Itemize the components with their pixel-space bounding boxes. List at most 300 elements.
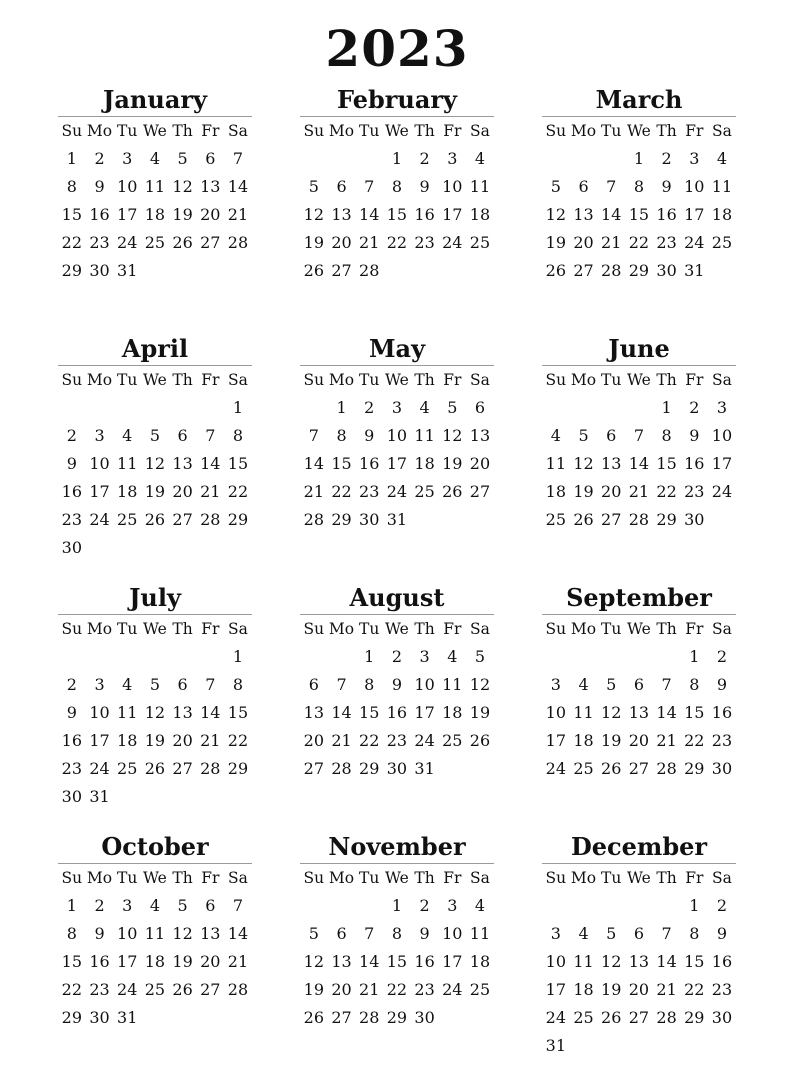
empty-day-cell: [466, 1004, 494, 1032]
day-cell: 23: [386, 731, 408, 750]
weekday-label: Sa: [228, 620, 248, 638]
week-row: [58, 450, 252, 478]
week-row: [542, 671, 736, 699]
day-cell: 10: [442, 177, 463, 196]
day-cell: 8: [336, 426, 347, 445]
empty-day-cell: [224, 534, 252, 562]
day-cell: 2: [716, 896, 728, 915]
weekday-label: Sa: [470, 122, 490, 140]
day-cell: 9: [419, 177, 430, 196]
day-cell: 8: [391, 924, 402, 943]
month-march: [542, 84, 736, 333]
day-cell: 28: [227, 233, 249, 252]
weekday-label: Fr: [685, 122, 704, 140]
day-cell: 27: [331, 1008, 352, 1027]
day-cell: 2: [94, 149, 105, 168]
day-cell: 25: [711, 233, 733, 252]
day-cell: 10: [386, 426, 408, 445]
weekday-label: Mo: [328, 620, 355, 638]
weekday-label: Mo: [570, 371, 597, 389]
day-cell: 20: [601, 482, 622, 501]
day-cell: 15: [386, 952, 408, 971]
week-row: [542, 229, 736, 257]
day-cell: 26: [303, 261, 325, 280]
day-cell: 10: [442, 924, 463, 943]
day-cell: 17: [545, 731, 567, 750]
month-name: June: [542, 333, 736, 366]
day-cell: 23: [711, 731, 733, 750]
day-cell: 12: [303, 205, 325, 224]
empty-day-cell: [708, 506, 736, 534]
day-cell: 16: [711, 703, 733, 722]
weekday-label: Fr: [201, 869, 220, 887]
day-cell: 16: [89, 952, 110, 971]
day-cell: 9: [716, 675, 728, 694]
week-row: [300, 478, 494, 506]
day-cell: 15: [684, 703, 705, 722]
day-cell: 29: [61, 261, 83, 280]
weekday-header: [542, 366, 736, 394]
empty-day-cell: [141, 783, 169, 811]
empty-day-cell: [196, 783, 224, 811]
day-cell: 22: [359, 731, 380, 750]
day-cell: 13: [172, 454, 193, 473]
week-row: [58, 534, 252, 562]
day-cell: 16: [61, 482, 83, 501]
day-cell: 25: [144, 233, 166, 252]
week-row: [300, 699, 494, 727]
empty-day-cell: [86, 394, 114, 422]
day-cell: 5: [177, 149, 188, 168]
day-cell: 2: [661, 149, 672, 168]
day-cell: 29: [684, 1008, 705, 1027]
day-cell: 26: [144, 510, 166, 529]
month-june: [542, 333, 736, 582]
day-cell: 11: [144, 177, 166, 196]
empty-day-cell: [113, 783, 141, 811]
day-cell: 3: [716, 398, 728, 417]
week-row: [58, 422, 252, 450]
empty-day-cell: [355, 145, 383, 173]
week-row: [300, 145, 494, 173]
day-cell: 18: [573, 980, 594, 999]
empty-day-cell: [542, 643, 570, 671]
day-cell: 14: [656, 703, 677, 722]
day-cell: 18: [469, 205, 491, 224]
day-cell: 6: [606, 426, 617, 445]
day-cell: 22: [656, 482, 677, 501]
day-cell: 13: [303, 703, 325, 722]
day-cell: 1: [391, 149, 402, 168]
day-cell: 21: [200, 482, 221, 501]
calendar-grid: [58, 84, 748, 1080]
weekday-label: We: [142, 620, 167, 638]
day-cell: 2: [391, 647, 402, 666]
day-cell: 20: [200, 952, 221, 971]
day-cell: 16: [684, 454, 705, 473]
day-cell: 28: [601, 261, 622, 280]
empty-day-cell: [196, 257, 224, 285]
day-cell: 4: [419, 398, 430, 417]
week-row: [542, 201, 736, 229]
month-name: September: [542, 582, 736, 615]
day-cell: 26: [601, 1008, 622, 1027]
week-row: [58, 1004, 252, 1032]
day-cell: 12: [601, 703, 622, 722]
day-cell: 26: [442, 482, 463, 501]
day-cell: 29: [359, 759, 380, 778]
day-cell: 28: [331, 759, 352, 778]
day-cell: 16: [89, 205, 110, 224]
weekday-label: Th: [172, 122, 193, 140]
day-cell: 14: [601, 205, 622, 224]
day-cell: 28: [227, 980, 249, 999]
day-cell: 7: [661, 924, 672, 943]
day-cell: 29: [227, 510, 249, 529]
day-cell: 13: [172, 703, 193, 722]
day-cell: 20: [331, 233, 352, 252]
month-january: [58, 84, 252, 333]
day-cell: 23: [61, 510, 83, 529]
day-cell: 3: [391, 398, 402, 417]
day-cell: 15: [61, 205, 83, 224]
day-cell: 14: [359, 205, 380, 224]
day-cell: 19: [144, 731, 166, 750]
day-cell: 26: [469, 731, 491, 750]
day-cell: 5: [177, 896, 188, 915]
day-cell: 3: [122, 896, 133, 915]
day-cell: 1: [391, 896, 402, 915]
day-cell: 6: [177, 426, 188, 445]
day-cell: 1: [66, 896, 77, 915]
day-cell: 3: [94, 426, 105, 445]
day-cell: 30: [656, 261, 677, 280]
weekday-label: Mo: [328, 869, 355, 887]
day-cell: 26: [601, 759, 622, 778]
month-july: [58, 582, 252, 831]
day-cell: 12: [442, 426, 463, 445]
weekday-header: [58, 366, 252, 394]
empty-day-cell: [466, 506, 494, 534]
day-cell: 24: [117, 233, 138, 252]
empty-day-cell: [570, 892, 598, 920]
week-row: [542, 1004, 736, 1032]
weekday-label: Sa: [470, 620, 490, 638]
day-cell: 15: [61, 952, 83, 971]
day-cell: 21: [227, 952, 249, 971]
day-cell: 19: [573, 482, 594, 501]
day-cell: 7: [633, 426, 644, 445]
day-cell: 19: [469, 703, 491, 722]
day-cell: 14: [656, 952, 677, 971]
week-row: [300, 394, 494, 422]
weekday-label: We: [626, 122, 651, 140]
day-cell: 10: [117, 177, 138, 196]
day-cell: 2: [364, 398, 375, 417]
empty-day-cell: [597, 145, 625, 173]
month-name: January: [58, 84, 252, 117]
day-cell: 4: [550, 426, 561, 445]
weekday-header: [300, 615, 494, 643]
day-cell: 5: [308, 924, 319, 943]
weekday-label: Su: [303, 122, 325, 140]
weekday-label: We: [384, 869, 409, 887]
empty-day-cell: [597, 1032, 625, 1060]
day-cell: 2: [419, 896, 430, 915]
day-cell: 22: [386, 980, 408, 999]
week-row: [300, 422, 494, 450]
week-row: [300, 976, 494, 1004]
empty-day-cell: [355, 892, 383, 920]
day-cell: 12: [545, 205, 567, 224]
month-name: February: [300, 84, 494, 117]
day-cell: 26: [303, 1008, 325, 1027]
day-cell: 4: [474, 149, 486, 168]
day-cell: 3: [447, 896, 458, 915]
week-row: [542, 892, 736, 920]
day-cell: 5: [308, 177, 319, 196]
day-cell: 11: [573, 952, 594, 971]
day-cell: 4: [716, 149, 728, 168]
empty-day-cell: [328, 892, 356, 920]
weekday-label: Sa: [712, 371, 732, 389]
day-cell: 7: [232, 896, 244, 915]
day-cell: 17: [711, 454, 733, 473]
day-cell: 6: [578, 177, 589, 196]
day-cell: 20: [628, 980, 650, 999]
day-cell: 27: [628, 759, 650, 778]
day-cell: 6: [177, 675, 188, 694]
weekday-label: We: [626, 620, 651, 638]
day-cell: 24: [711, 482, 733, 501]
day-cell: 5: [447, 398, 458, 417]
day-cell: 18: [144, 952, 166, 971]
day-cell: 7: [205, 426, 216, 445]
week-row: [542, 976, 736, 1004]
day-cell: 11: [545, 454, 567, 473]
month-name: December: [542, 831, 736, 864]
week-row: [542, 727, 736, 755]
weekday-label: Fr: [685, 869, 704, 887]
empty-day-cell: [169, 783, 197, 811]
weekday-label: We: [142, 371, 167, 389]
week-row: [542, 920, 736, 948]
day-cell: 18: [573, 731, 594, 750]
day-cell: 2: [94, 896, 105, 915]
day-cell: 12: [469, 675, 491, 694]
day-cell: 5: [606, 924, 617, 943]
day-cell: 30: [359, 510, 380, 529]
day-cell: 21: [656, 731, 677, 750]
day-cell: 19: [303, 233, 325, 252]
weekday-label: Th: [172, 869, 193, 887]
empty-day-cell: [196, 534, 224, 562]
day-cell: 30: [61, 787, 83, 806]
day-cell: 18: [414, 454, 435, 473]
month-name: August: [300, 582, 494, 615]
day-cell: 30: [684, 510, 705, 529]
week-row: [58, 948, 252, 976]
weekday-label: We: [384, 371, 409, 389]
empty-day-cell: [141, 1004, 169, 1032]
day-cell: 8: [232, 426, 244, 445]
weekday-label: Fr: [443, 620, 462, 638]
day-cell: 20: [331, 980, 352, 999]
empty-day-cell: [438, 506, 466, 534]
day-cell: 5: [149, 426, 160, 445]
day-cell: 1: [689, 647, 700, 666]
day-cell: 25: [469, 980, 491, 999]
weekday-label: Su: [61, 869, 83, 887]
weekday-label: We: [142, 122, 167, 140]
weekday-header: [58, 615, 252, 643]
week-row: [542, 450, 736, 478]
day-cell: 13: [469, 426, 491, 445]
day-cell: 31: [89, 787, 110, 806]
weekday-label: Su: [61, 122, 83, 140]
empty-day-cell: [113, 534, 141, 562]
empty-day-cell: [300, 145, 328, 173]
weekday-label: Fr: [201, 122, 220, 140]
day-cell: 15: [331, 454, 352, 473]
empty-day-cell: [597, 394, 625, 422]
day-cell: 19: [144, 482, 166, 501]
day-cell: 28: [359, 1008, 380, 1027]
week-row: [300, 201, 494, 229]
day-cell: 16: [61, 731, 83, 750]
month-february: [300, 84, 494, 333]
day-cell: 4: [149, 896, 160, 915]
day-cell: 26: [172, 980, 193, 999]
day-cell: 19: [601, 731, 622, 750]
day-cell: 27: [331, 261, 352, 280]
weekday-header: [542, 864, 736, 892]
week-row: [542, 1032, 736, 1060]
day-cell: 29: [656, 510, 677, 529]
empty-day-cell: [224, 257, 252, 285]
weekday-label: Tu: [359, 122, 380, 140]
day-cell: 13: [200, 924, 221, 943]
day-cell: 11: [144, 924, 166, 943]
day-cell: 16: [414, 205, 435, 224]
week-row: [300, 229, 494, 257]
empty-day-cell: [438, 257, 466, 285]
weekday-label: Mo: [86, 620, 113, 638]
day-cell: 21: [303, 482, 325, 501]
day-cell: 1: [689, 896, 700, 915]
day-cell: 4: [578, 924, 589, 943]
month-name: April: [58, 333, 252, 366]
day-cell: 17: [684, 205, 705, 224]
empty-day-cell: [169, 534, 197, 562]
empty-day-cell: [625, 643, 653, 671]
day-cell: 7: [364, 177, 375, 196]
week-row: [300, 506, 494, 534]
day-cell: 24: [442, 233, 463, 252]
empty-day-cell: [466, 257, 494, 285]
day-cell: 4: [149, 149, 160, 168]
day-cell: 17: [386, 454, 408, 473]
day-cell: 25: [545, 510, 567, 529]
weekday-label: Fr: [685, 620, 704, 638]
day-cell: 16: [414, 952, 435, 971]
month-name: October: [58, 831, 252, 864]
day-cell: 27: [200, 980, 221, 999]
day-cell: 12: [172, 177, 193, 196]
week-row: [58, 727, 252, 755]
month-name: July: [58, 582, 252, 615]
day-cell: 22: [61, 233, 83, 252]
day-cell: 24: [414, 731, 435, 750]
day-cell: 24: [89, 759, 110, 778]
day-cell: 23: [684, 482, 705, 501]
weekday-label: We: [626, 869, 651, 887]
day-cell: 12: [601, 952, 622, 971]
week-row: [542, 478, 736, 506]
day-cell: 25: [469, 233, 491, 252]
week-row: [58, 201, 252, 229]
day-cell: 5: [474, 647, 486, 666]
day-cell: 8: [391, 177, 402, 196]
month-november: [300, 831, 494, 1080]
day-cell: 17: [117, 205, 138, 224]
day-cell: 8: [633, 177, 644, 196]
day-cell: 9: [94, 177, 105, 196]
weekday-label: Tu: [601, 620, 622, 638]
day-cell: 22: [227, 731, 249, 750]
week-row: [542, 948, 736, 976]
day-cell: 6: [205, 149, 216, 168]
day-cell: 13: [628, 952, 650, 971]
month-october: [58, 831, 252, 1080]
day-cell: 23: [656, 233, 677, 252]
empty-day-cell: [653, 643, 681, 671]
weekday-label: Tu: [117, 869, 138, 887]
empty-day-cell: [570, 145, 598, 173]
day-cell: 30: [414, 1008, 435, 1027]
day-cell: 24: [545, 1008, 567, 1027]
day-cell: 17: [89, 731, 110, 750]
empty-day-cell: [300, 643, 328, 671]
empty-day-cell: [328, 643, 356, 671]
day-cell: 5: [606, 675, 617, 694]
weekday-label: Th: [414, 620, 435, 638]
month-april: [58, 333, 252, 582]
day-cell: 9: [419, 924, 430, 943]
day-cell: 17: [89, 482, 110, 501]
day-cell: 7: [364, 924, 375, 943]
day-cell: 6: [336, 924, 347, 943]
day-cell: 27: [172, 759, 193, 778]
week-row: [58, 506, 252, 534]
day-cell: 10: [89, 703, 110, 722]
empty-day-cell: [570, 643, 598, 671]
day-cell: 3: [550, 924, 561, 943]
day-cell: 4: [122, 426, 133, 445]
day-cell: 22: [628, 233, 650, 252]
weekday-label: Th: [656, 122, 677, 140]
week-row: [542, 145, 736, 173]
weekday-label: Th: [172, 620, 193, 638]
month-august: [300, 582, 494, 831]
day-cell: 4: [447, 647, 458, 666]
week-row: [58, 394, 252, 422]
day-cell: 3: [94, 675, 105, 694]
day-cell: 18: [442, 703, 463, 722]
week-row: [542, 699, 736, 727]
day-cell: 13: [573, 205, 594, 224]
day-cell: 23: [414, 233, 435, 252]
